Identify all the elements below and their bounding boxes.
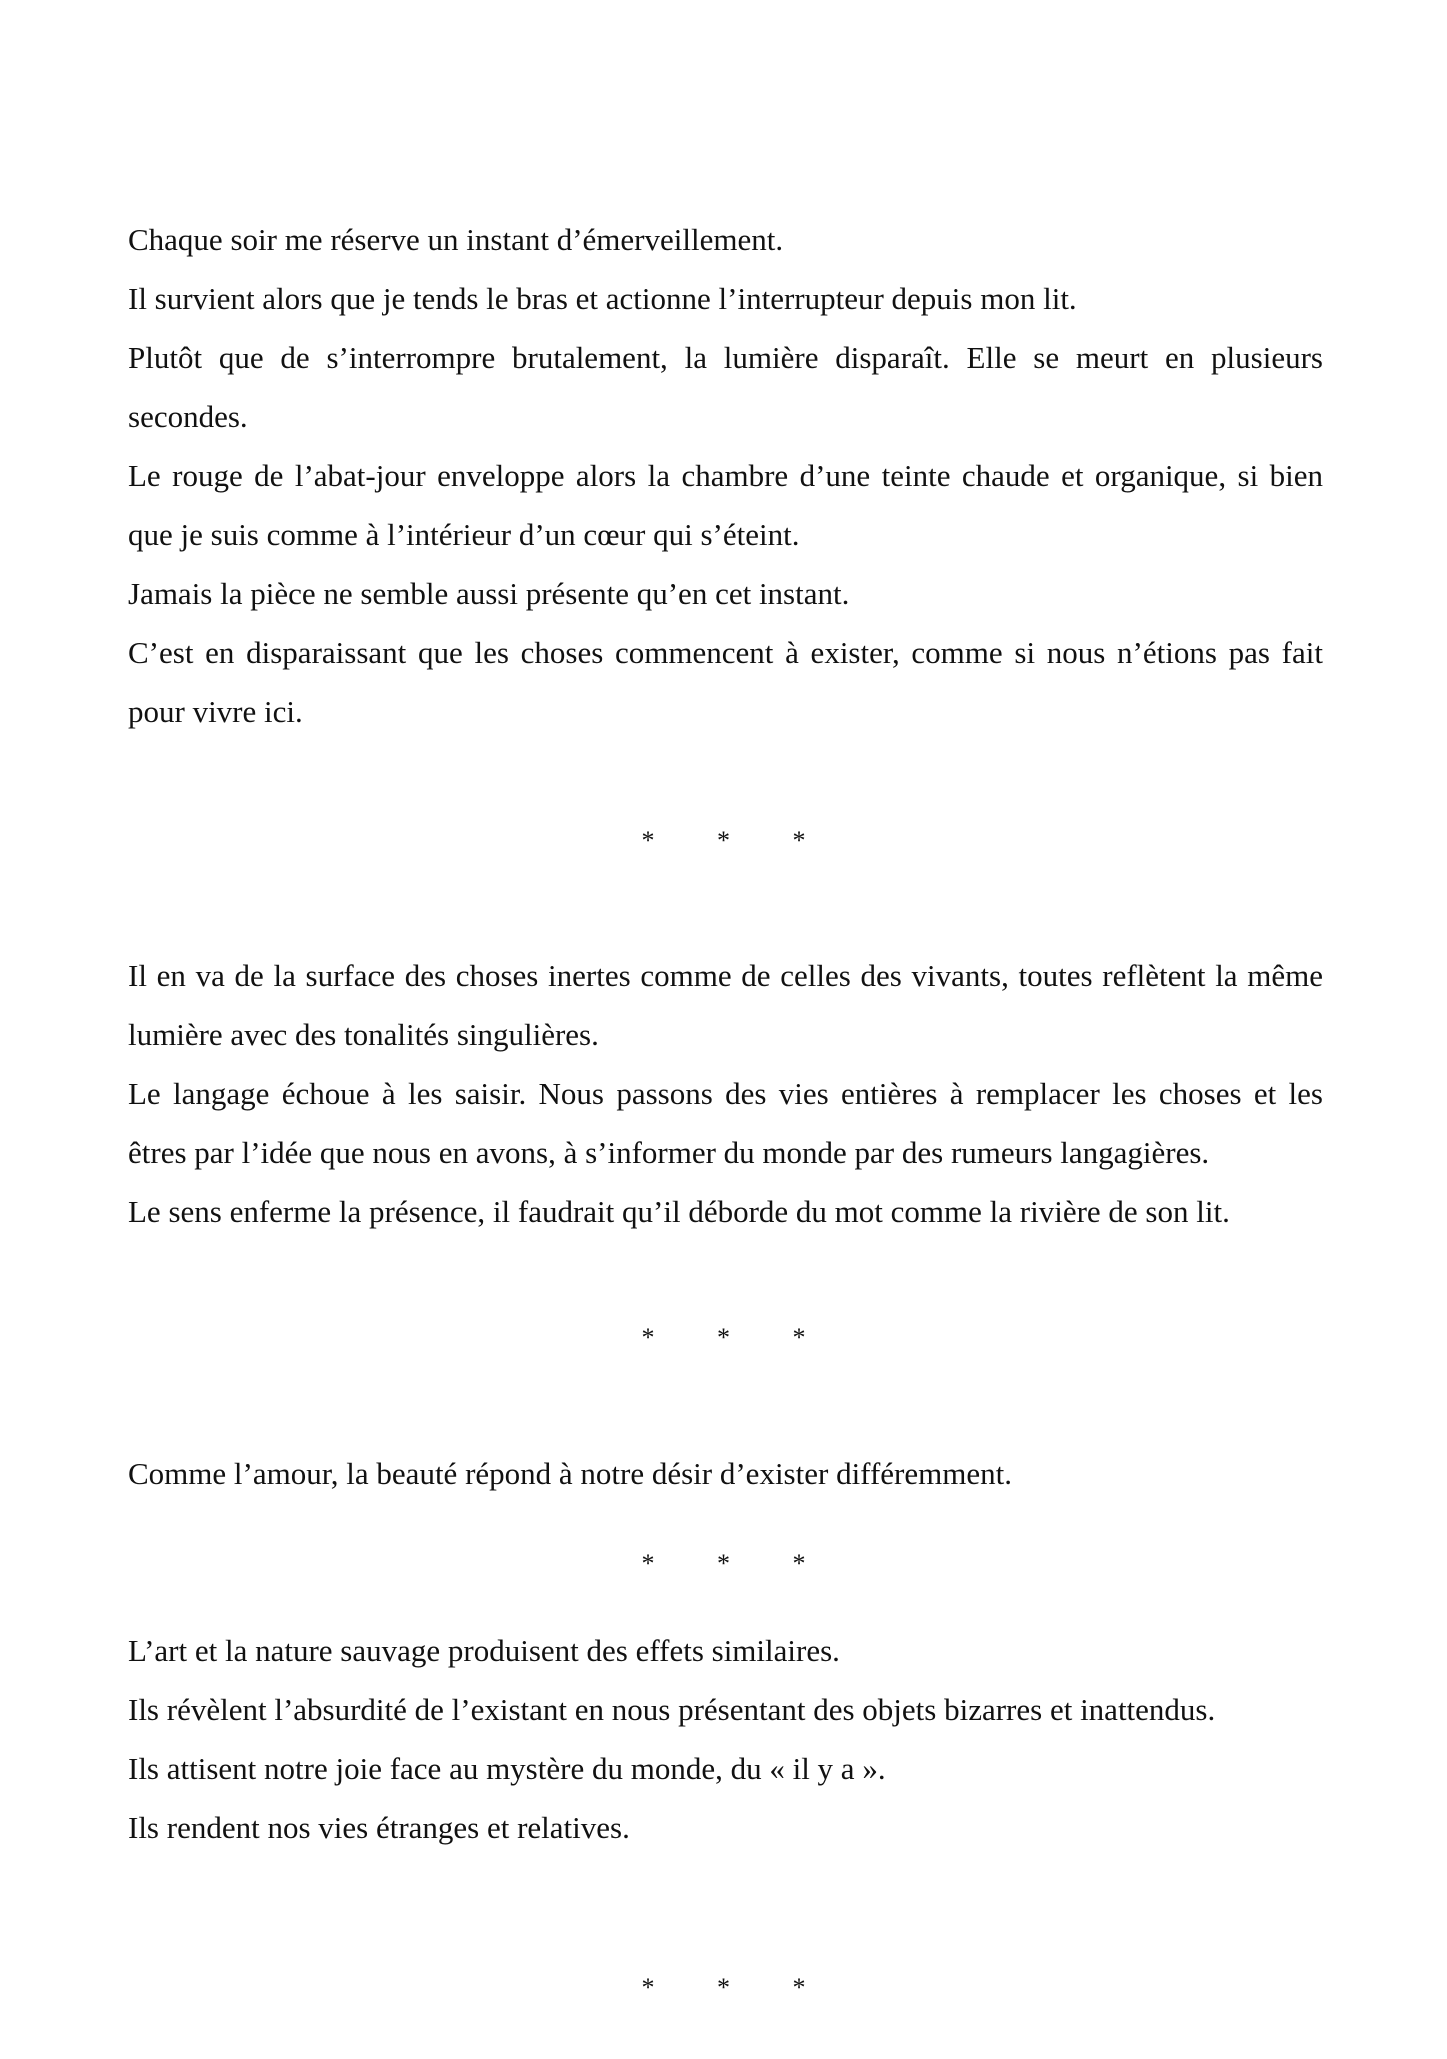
text-line: Chaque soir me réserve un instant d’émerveillement. xyxy=(128,222,784,257)
text-line: Plutôt que de s’interrompre brutalement, la lumière disparaît. Elle se meurt en plusieurs xyxy=(128,340,1323,375)
text-line: êtres par l’idée que nous en avons, à s’informer du monde par des rumeurs langagières. xyxy=(128,1135,1210,1170)
section-separator: * * * xyxy=(641,826,834,855)
paragraph-love-beauty xyxy=(128,1444,1323,1503)
text-line: Le sens enferme la présence, il faudrait qu’il déborde du mot comme la rivière de son lit. xyxy=(128,1194,1230,1229)
text-line: Comme l’amour, la beauté répond à notre désir d’exister différemment. xyxy=(128,1456,1012,1491)
text-line: L’art et la nature sauvage produisent des effets similaires. xyxy=(128,1633,840,1668)
text-line: Il survient alors que je tends le bras et actionne l’interrupteur depuis mon lit. xyxy=(128,281,1077,316)
text-line: Il en va de la surface des choses inertes comme de celles des vivants, toutes reflètent la même xyxy=(128,958,1323,993)
text-line: Jamais la pièce ne semble aussi présente qu’en cet instant. xyxy=(128,576,850,611)
text-line: Ils révèlent l’absurdité de l’existant en nous présentant des objets bizarres et inattendus. xyxy=(128,1692,1216,1727)
text-line: que je suis comme à l’intérieur d’un cœur qui s’éteint. xyxy=(128,517,800,552)
paragraph-surface-of-things xyxy=(128,946,1323,1241)
paragraph-art-nature xyxy=(128,1621,1323,1857)
text-line: C’est en disparaissant que les choses commencent à exister, comme si nous n’étions pas fait xyxy=(128,635,1323,670)
text-line: Le langage échoue à les saisir. Nous passons des vies entières à remplacer les choses et les xyxy=(128,1076,1323,1111)
text-line: Ils attisent notre joie face au mystère du monde, du « il y a ». xyxy=(128,1751,886,1786)
section-separator: * * * xyxy=(641,1973,834,2002)
text-line: lumière avec des tonalités singulières. xyxy=(128,1017,599,1052)
paragraph-evening-light xyxy=(128,210,1323,741)
text-line: secondes. xyxy=(128,399,248,434)
text-line: Le rouge de l’abat-jour enveloppe alors la chambre d’une teinte chaude et organique, si bien xyxy=(128,458,1323,493)
text-line: Ils rendent nos vies étranges et relatives. xyxy=(128,1810,630,1845)
text-line: pour vivre ici. xyxy=(128,694,303,729)
section-separator: * * * xyxy=(641,1549,834,1578)
section-separator: * * * xyxy=(641,1323,834,1352)
